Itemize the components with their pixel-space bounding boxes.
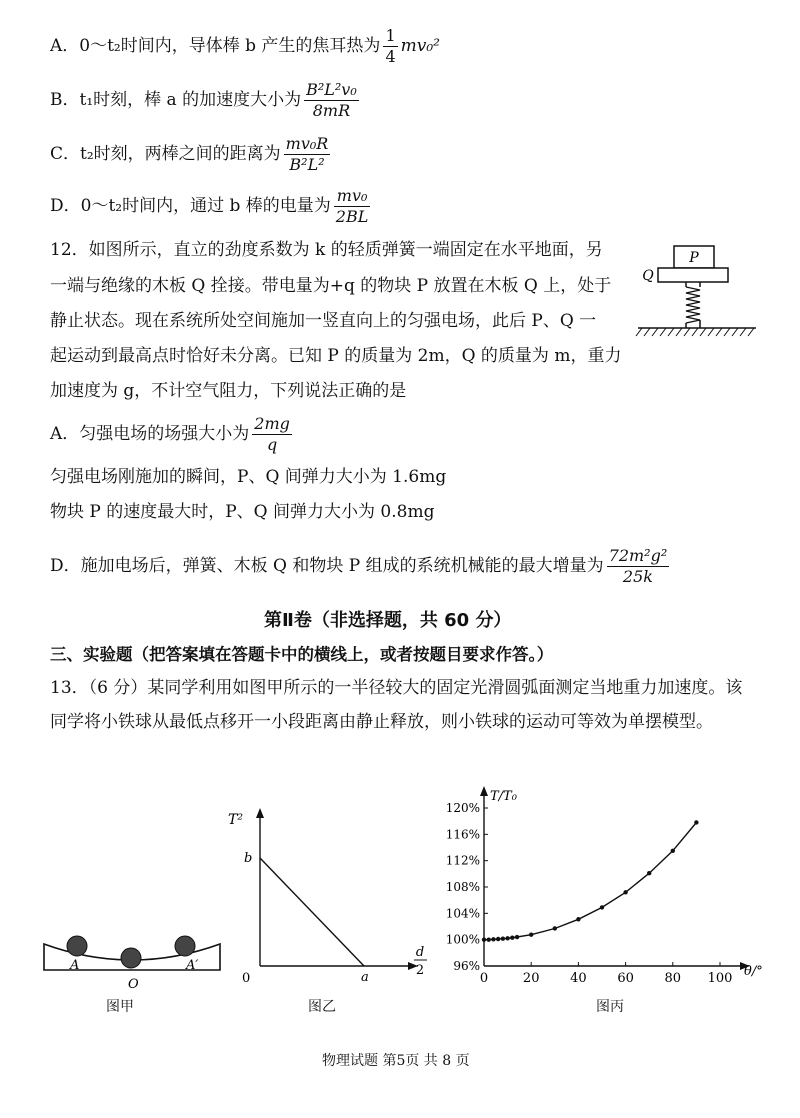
data-point bbox=[510, 935, 514, 939]
x-tick-label: 80 bbox=[664, 971, 682, 986]
x-axis-label-den: 2 bbox=[415, 963, 425, 978]
x-axis-label-num: d bbox=[415, 945, 425, 960]
data-point bbox=[623, 890, 627, 894]
x-tick-label: 60 bbox=[617, 971, 634, 986]
q12-stem-line-4: 起运动到最高点时恰好未分离。已知 P 的质量为 2m，Q 的质量为 m，重力 bbox=[50, 346, 622, 366]
q13-line-2: 同学将小铁球从最低点移开一小段距离由静止释放，则小铁球的运动可等效为单摆模型。 bbox=[50, 712, 713, 732]
caption-yi: 图乙 bbox=[308, 999, 336, 1015]
data-point bbox=[505, 936, 509, 940]
y-tick-label: 112% bbox=[445, 853, 480, 868]
x-tick-label: 0 bbox=[479, 971, 489, 986]
y-tick-label: 108% bbox=[445, 880, 480, 894]
label-a: A bbox=[70, 958, 80, 973]
board-q-label: Q bbox=[642, 268, 654, 284]
y-tick-label: 96% bbox=[453, 959, 480, 973]
q11-option-b: B．t₁时刻，棒 a 的加速度大小为 $\frac{\text{B²L²v₀}}{8mR}$ bbox=[50, 80, 357, 120]
x-tick-label: 20 bbox=[522, 971, 540, 986]
caption-jia: 图甲 bbox=[106, 999, 134, 1015]
spring-block-figure bbox=[628, 240, 768, 345]
figure-yi bbox=[222, 806, 442, 986]
page-footer: 物理试题 第5页 共 8 页 bbox=[322, 1053, 470, 1069]
q13-line-1: 13．（6 分）某同学利用如图甲所示的一半径较大的固定光滑圆弧面测定当地重力加速度。该 bbox=[50, 678, 743, 698]
data-point bbox=[600, 905, 604, 909]
y-tick-label: 116% bbox=[445, 827, 480, 842]
ball-left bbox=[67, 936, 87, 956]
block-p-label: P bbox=[689, 250, 699, 266]
chart-y-label: T/T₀ bbox=[490, 789, 517, 804]
linear-relation-line bbox=[260, 858, 364, 966]
origin-label: 0 bbox=[242, 971, 251, 986]
x-tick-label: 40 bbox=[570, 971, 587, 986]
board-q bbox=[658, 268, 728, 282]
q11-option-d: D．0～t₂时间内，通过 b 棒的电量为 $\frac{\text{mv₀}}{2BL}$ bbox=[50, 186, 369, 226]
data-point bbox=[694, 820, 698, 824]
data-point bbox=[671, 849, 675, 853]
caption-bing: 图丙 bbox=[596, 999, 624, 1015]
figure-jia bbox=[38, 928, 228, 994]
q12-stem-line-1: 12．如图所示，直立的劲度系数为 k 的轻质弹簧一端固定在水平地面，另 bbox=[50, 240, 603, 260]
data-point bbox=[576, 917, 580, 921]
q12-option-d: D．施加电场后，弹簧、木板 Q 和物块 P 组成的系统机械能的最大增量为 $\frac{\text{72m²g²}}{25k}$ bbox=[50, 546, 668, 586]
q11-option-c: C．t₂时刻，两棒之间的距离为 $\frac{\text{mv₀R}}{\text{B²L²}}$ bbox=[50, 134, 329, 174]
q12-option-b: 匀强电场刚施加的瞬间，P、Q 间弹力大小为 1.6mg bbox=[50, 467, 447, 487]
y-tick-label: 120% bbox=[445, 801, 480, 815]
q12-stem-line-5: 加速度为 g，不计空气阻力，下列说法正确的是 bbox=[50, 381, 407, 401]
ball-center bbox=[121, 948, 141, 968]
data-point bbox=[491, 937, 495, 941]
q12-stem-line-2: 一端与绝缘的木板 Q 拴接。带电量为+q 的物块 P 放置在木板 Q 上，处于 bbox=[50, 276, 612, 296]
data-point bbox=[515, 935, 519, 939]
q12-option-c: 物块 P 的速度最大时，P、Q 间弹力大小为 0.8mg bbox=[50, 502, 435, 522]
y-tick-label: 100% bbox=[445, 932, 480, 947]
spring bbox=[686, 287, 700, 323]
label-o: O bbox=[128, 977, 139, 992]
data-point bbox=[482, 937, 486, 941]
chart-x-label: θ/° bbox=[744, 964, 763, 979]
label-a-prime: A′ bbox=[186, 958, 199, 973]
data-point bbox=[553, 926, 557, 930]
y-tick-label: 104% bbox=[445, 906, 480, 921]
intercept-b-label: b bbox=[244, 851, 253, 866]
y-axis-label: T² bbox=[228, 812, 243, 828]
data-point bbox=[501, 936, 505, 940]
q12-option-a: A．匀强电场的场强大小为 $\frac{2mg}{q}$ bbox=[50, 414, 290, 454]
data-point bbox=[487, 937, 491, 941]
q12-stem-line-3: 静止状态。现在系统所处空间施加一竖直向上的匀强电场，此后 P、Q 一 bbox=[50, 311, 597, 331]
data-point bbox=[647, 871, 651, 875]
q11-option-a: A．0～t₂时间内，导体棒 b 产生的焦耳热为 $\frac{1}{4}$ mv₀² bbox=[50, 26, 440, 66]
data-point bbox=[529, 933, 533, 937]
figure-bing-chart bbox=[426, 780, 776, 996]
section-three-heading: 三、实验题（把答案填在答题卡中的横线上，或者按题目要求作答。） bbox=[50, 645, 554, 664]
chart-trend-curve bbox=[484, 823, 696, 940]
ball-right bbox=[175, 936, 195, 956]
x-tick-label: 100 bbox=[707, 971, 733, 986]
part-two-title: 第Ⅱ卷（非选择题，共 60 分） bbox=[264, 610, 512, 631]
intercept-a-label: a bbox=[361, 970, 369, 985]
data-point bbox=[496, 937, 500, 941]
